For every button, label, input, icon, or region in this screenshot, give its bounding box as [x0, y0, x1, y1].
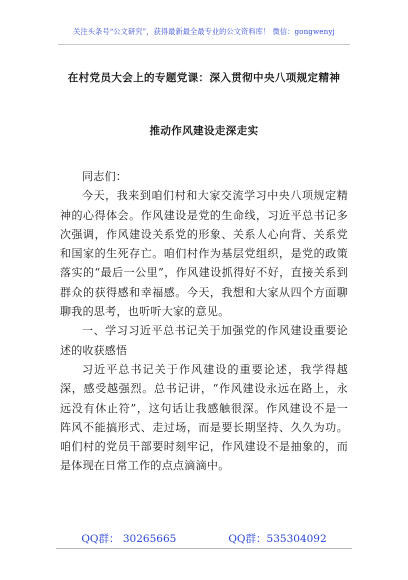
- body-paragraph: 习近平总书记关于作风建设的重要论述，我学得越深，感受越强烈。总书记讲，“作风建设永远在路上，永远没有休止符”，这句话让我感触很深。作风建设不是一阵风不能搞形式、走过场，而是要长期坚持、久久为功。咱们村的党员干部要时刻牢记，作风建设不是抽象的，而是体现在日常工作的点点滴滴中。: [60, 362, 348, 473]
- footer-divider: [56, 548, 352, 549]
- page-footer: [0, 531, 408, 546]
- intro-paragraph: 今天，我来到咱们村和大家交流学习中央八项规定精神的心得体会。作风建设是党的生命线，习近平总书记多次强调，作风建设关系党的形象、关系人心向背、关系党和国家的生死存亡。咱们村作为基层党组织，是党的政策落实的“最后一公里”，作风建设抓得好不好，直接关系到群众的获得感和幸福感。今天，我想和大家从四个方面聊聊我的思考，也听听大家的意见。: [60, 189, 348, 319]
- document-body: [60, 167, 348, 476]
- header-promo-text: 关注头条号“公文研究”，获得最新最全最专业的公文资料库！ 微信：gongwenyj: [73, 27, 335, 36]
- footer-qq-group-1: QQ群： 30265665: [81, 533, 177, 545]
- page-header: [0, 0, 408, 50]
- salutation-paragraph: 同志们：: [82, 170, 128, 183]
- footer-qq-group-2: QQ群：535304092: [228, 533, 327, 545]
- header-divider: [58, 44, 350, 45]
- section-heading-1: 一、学习习近平总书记关于加强党的作风建设重要论述的收获感悟: [60, 324, 348, 357]
- document-title-line-1: 在村党员大会上的专题党课：深入贯彻中央八项规定精神: [67, 72, 341, 84]
- document-title-line-2: 推动作风建设走深走实: [149, 125, 259, 137]
